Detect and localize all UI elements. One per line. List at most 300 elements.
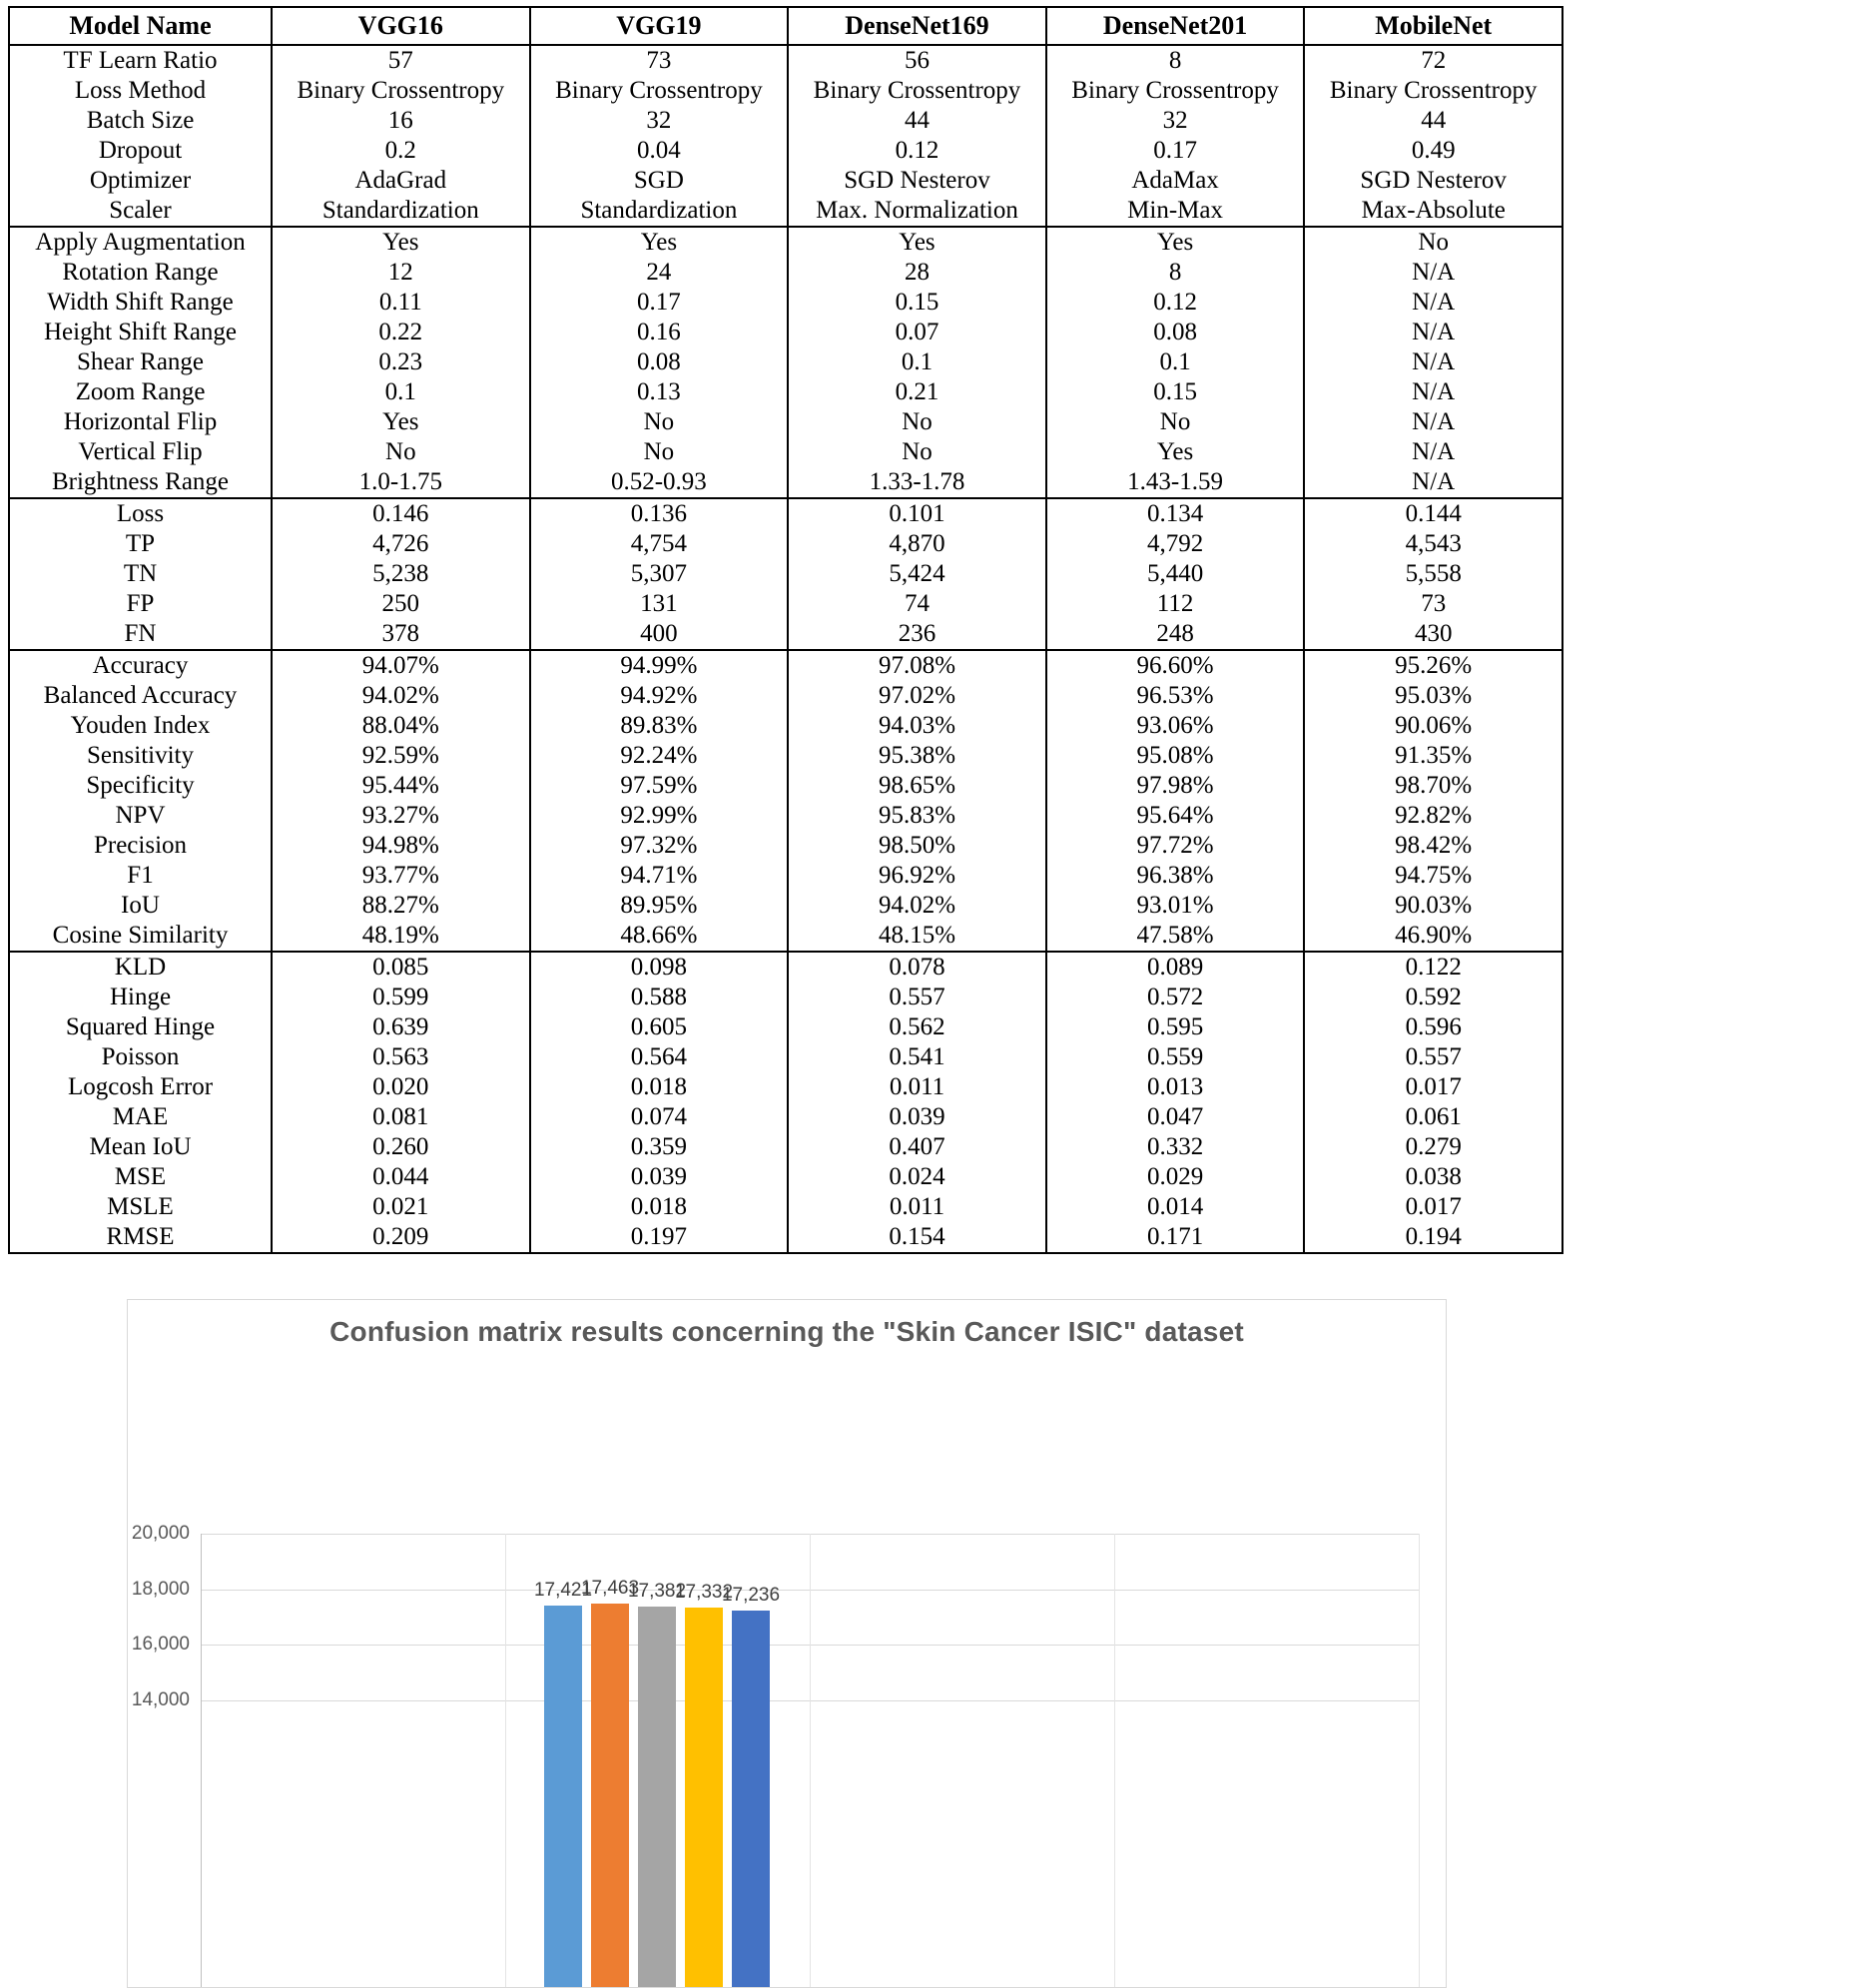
table-row xyxy=(9,861,1562,891)
bar xyxy=(685,1608,723,1988)
table-row xyxy=(9,76,1562,106)
bar xyxy=(732,1611,770,1988)
cell: Yes xyxy=(272,227,530,258)
table-row xyxy=(9,437,1562,467)
cell: 92.59% xyxy=(272,741,530,771)
cell: 0.260 xyxy=(272,1132,530,1162)
cell: Yes xyxy=(1046,227,1305,258)
gridline xyxy=(810,1534,811,1987)
cell: 94.03% xyxy=(788,711,1046,741)
cell: 0.21 xyxy=(788,377,1046,407)
cell: 0.209 xyxy=(272,1222,530,1253)
cell: 0.08 xyxy=(530,347,789,377)
row-label: Height Shift Range xyxy=(9,318,272,347)
cell: N/A xyxy=(1304,288,1562,318)
cell: Binary Crossentropy xyxy=(272,76,530,106)
cell: N/A xyxy=(1304,377,1562,407)
cell: 0.101 xyxy=(788,498,1046,529)
cell: Binary Crossentropy xyxy=(1304,76,1562,106)
header-row xyxy=(9,7,1562,45)
cell: 74 xyxy=(788,589,1046,619)
cell: 0.061 xyxy=(1304,1102,1562,1132)
table-section xyxy=(9,498,1562,650)
bar xyxy=(591,1604,629,1988)
cell: 0.588 xyxy=(530,983,789,1012)
column-header: VGG19 xyxy=(530,7,789,45)
cell: SGD Nesterov xyxy=(1304,166,1562,196)
cell: Standardization xyxy=(272,196,530,227)
table-row xyxy=(9,711,1562,741)
table-row xyxy=(9,1012,1562,1042)
column-header: VGG16 xyxy=(272,7,530,45)
cell: No xyxy=(272,437,530,467)
cell: 0.081 xyxy=(272,1102,530,1132)
cell: 0.038 xyxy=(1304,1162,1562,1192)
cell: 0.098 xyxy=(530,952,789,983)
column-header: Model Name xyxy=(9,7,272,45)
cell: 93.06% xyxy=(1046,711,1305,741)
table-row xyxy=(9,1192,1562,1222)
cell: 93.27% xyxy=(272,801,530,831)
cell: 0.23 xyxy=(272,347,530,377)
cell: 0.039 xyxy=(530,1162,789,1192)
table-section xyxy=(9,650,1562,952)
cell: 32 xyxy=(1046,106,1305,136)
cell: 0.557 xyxy=(788,983,1046,1012)
cell: Standardization xyxy=(530,196,789,227)
table-row xyxy=(9,983,1562,1012)
cell: 4,754 xyxy=(530,529,789,559)
cell: 0.017 xyxy=(1304,1072,1562,1102)
cell: N/A xyxy=(1304,407,1562,437)
row-label: Apply Augmentation xyxy=(9,227,272,258)
cell: 250 xyxy=(272,589,530,619)
table-row xyxy=(9,288,1562,318)
row-label: Batch Size xyxy=(9,106,272,136)
cell: 4,870 xyxy=(788,529,1046,559)
cell: 89.83% xyxy=(530,711,789,741)
table-row xyxy=(9,106,1562,136)
cell: 98.65% xyxy=(788,771,1046,801)
cell: N/A xyxy=(1304,258,1562,288)
table-section xyxy=(9,952,1562,1253)
row-label: Loss Method xyxy=(9,76,272,106)
cell: 0.564 xyxy=(530,1042,789,1072)
row-label: KLD xyxy=(9,952,272,983)
cell: 12 xyxy=(272,258,530,288)
cell: 0.134 xyxy=(1046,498,1305,529)
cell: 8 xyxy=(1046,45,1305,76)
cell: 112 xyxy=(1046,589,1305,619)
bar-value-label: 17,421 xyxy=(533,1579,593,1601)
cell: 0.15 xyxy=(1046,377,1305,407)
cell: 97.08% xyxy=(788,650,1046,681)
cell: 8 xyxy=(1046,258,1305,288)
cell: 4,543 xyxy=(1304,529,1562,559)
row-label: Youden Index xyxy=(9,711,272,741)
column-header: DenseNet201 xyxy=(1046,7,1305,45)
table-row xyxy=(9,407,1562,437)
cell: SGD Nesterov xyxy=(788,166,1046,196)
cell: 0.563 xyxy=(272,1042,530,1072)
bar-value-label: 17,236 xyxy=(721,1584,781,1606)
cell: No xyxy=(1304,227,1562,258)
row-label: TP xyxy=(9,529,272,559)
cell: 1.0-1.75 xyxy=(272,467,530,498)
cell: 0.11 xyxy=(272,288,530,318)
cell: 0.146 xyxy=(272,498,530,529)
cell: 0.024 xyxy=(788,1162,1046,1192)
cell: 400 xyxy=(530,619,789,650)
cell: 0.08 xyxy=(1046,318,1305,347)
cell: 28 xyxy=(788,258,1046,288)
cell: 46.90% xyxy=(1304,921,1562,952)
cell: 0.1 xyxy=(272,377,530,407)
y-axis-tick-label: 20,000 xyxy=(131,1523,190,1544)
cell: 94.92% xyxy=(530,681,789,711)
cell: 0.595 xyxy=(1046,1012,1305,1042)
table-row xyxy=(9,771,1562,801)
cell: 32 xyxy=(530,106,789,136)
row-label: Vertical Flip xyxy=(9,437,272,467)
cell: 97.98% xyxy=(1046,771,1305,801)
cell: 0.011 xyxy=(788,1192,1046,1222)
row-label: FP xyxy=(9,589,272,619)
table-row xyxy=(9,741,1562,771)
cell: 0.171 xyxy=(1046,1222,1305,1253)
cell: 56 xyxy=(788,45,1046,76)
cell: 97.02% xyxy=(788,681,1046,711)
cell: 0.089 xyxy=(1046,952,1305,983)
cell: No xyxy=(788,437,1046,467)
row-label: Accuracy xyxy=(9,650,272,681)
cell: 95.26% xyxy=(1304,650,1562,681)
row-label: FN xyxy=(9,619,272,650)
bar-value-label: 17,463 xyxy=(580,1578,640,1600)
gridline xyxy=(1114,1534,1115,1987)
cell: 0.122 xyxy=(1304,952,1562,983)
row-label: IoU xyxy=(9,891,272,921)
cell: 0.12 xyxy=(1046,288,1305,318)
cell: 4,726 xyxy=(272,529,530,559)
cell: N/A xyxy=(1304,347,1562,377)
row-label: MAE xyxy=(9,1102,272,1132)
cell: 48.66% xyxy=(530,921,789,952)
cell: Yes xyxy=(1046,437,1305,467)
cell: 97.59% xyxy=(530,771,789,801)
row-label: Brightness Range xyxy=(9,467,272,498)
cell: 0.599 xyxy=(272,983,530,1012)
table-row xyxy=(9,831,1562,861)
cell: 0.085 xyxy=(272,952,530,983)
cell: 98.50% xyxy=(788,831,1046,861)
cell: 95.83% xyxy=(788,801,1046,831)
table-row xyxy=(9,377,1562,407)
cell: SGD xyxy=(530,166,789,196)
chart-title: Confusion matrix results concerning the "Skin Cancer ISIC" dataset xyxy=(329,1316,1244,1347)
cell: Yes xyxy=(530,227,789,258)
cell: 0.2 xyxy=(272,136,530,166)
cell: 94.98% xyxy=(272,831,530,861)
cell: 0.541 xyxy=(788,1042,1046,1072)
y-axis-tick-label: 14,000 xyxy=(131,1688,190,1710)
table-row xyxy=(9,891,1562,921)
row-label: Specificity xyxy=(9,771,272,801)
cell: 44 xyxy=(1304,106,1562,136)
cell: 0.605 xyxy=(530,1012,789,1042)
cell: 0.17 xyxy=(530,288,789,318)
cell: 0.16 xyxy=(530,318,789,347)
row-label: Mean IoU xyxy=(9,1132,272,1162)
cell: 95.08% xyxy=(1046,741,1305,771)
cell: 48.15% xyxy=(788,921,1046,952)
row-label: Width Shift Range xyxy=(9,288,272,318)
cell: 0.639 xyxy=(272,1012,530,1042)
cell: 0.017 xyxy=(1304,1192,1562,1222)
cell: 0.12 xyxy=(788,136,1046,166)
cell: 236 xyxy=(788,619,1046,650)
cell: N/A xyxy=(1304,318,1562,347)
table-row xyxy=(9,952,1562,983)
cell: 0.596 xyxy=(1304,1012,1562,1042)
row-label: NPV xyxy=(9,801,272,831)
cell: 72 xyxy=(1304,45,1562,76)
row-label: Rotation Range xyxy=(9,258,272,288)
cell: 44 xyxy=(788,106,1046,136)
cell: 94.02% xyxy=(788,891,1046,921)
cell: 0.014 xyxy=(1046,1192,1305,1222)
table-row xyxy=(9,1072,1562,1102)
cell: 0.018 xyxy=(530,1192,789,1222)
cell: 0.136 xyxy=(530,498,789,529)
cell: 0.011 xyxy=(788,1072,1046,1102)
cell: 95.38% xyxy=(788,741,1046,771)
cell: 92.24% xyxy=(530,741,789,771)
table-row xyxy=(9,650,1562,681)
table-row xyxy=(9,1222,1562,1253)
cell: 0.557 xyxy=(1304,1042,1562,1072)
row-label: Logcosh Error xyxy=(9,1072,272,1102)
table-row xyxy=(9,921,1562,952)
cell: 96.92% xyxy=(788,861,1046,891)
cell: N/A xyxy=(1304,437,1562,467)
table-row xyxy=(9,681,1562,711)
row-label: Shear Range xyxy=(9,347,272,377)
row-label: Loss xyxy=(9,498,272,529)
cell: Max. Normalization xyxy=(788,196,1046,227)
cell: 0.07 xyxy=(788,318,1046,347)
cell: 0.559 xyxy=(1046,1042,1305,1072)
cell: 0.013 xyxy=(1046,1072,1305,1102)
row-label: Dropout xyxy=(9,136,272,166)
cell: 0.018 xyxy=(530,1072,789,1102)
gridline xyxy=(1419,1534,1420,1987)
y-axis-tick-label: 18,000 xyxy=(131,1578,190,1600)
table-section xyxy=(9,45,1562,227)
row-label: Scaler xyxy=(9,196,272,227)
cell: No xyxy=(530,407,789,437)
cell: Binary Crossentropy xyxy=(1046,76,1305,106)
cell: 0.197 xyxy=(530,1222,789,1253)
table-row xyxy=(9,1042,1562,1072)
row-label: MSLE xyxy=(9,1192,272,1222)
table-row xyxy=(9,1132,1562,1162)
cell: 90.03% xyxy=(1304,891,1562,921)
cell: 0.332 xyxy=(1046,1132,1305,1162)
table-row xyxy=(9,166,1562,196)
cell: 98.42% xyxy=(1304,831,1562,861)
column-header: DenseNet169 xyxy=(788,7,1046,45)
table-row xyxy=(9,258,1562,288)
cell: 94.71% xyxy=(530,861,789,891)
cell: AdaGrad xyxy=(272,166,530,196)
table-row xyxy=(9,227,1562,258)
row-label: Poisson xyxy=(9,1042,272,1072)
table-row xyxy=(9,498,1562,529)
cell: 5,424 xyxy=(788,559,1046,589)
cell: 94.99% xyxy=(530,650,789,681)
row-label: TF Learn Ratio xyxy=(9,45,272,76)
cell: Yes xyxy=(272,407,530,437)
row-label: TN xyxy=(9,559,272,589)
cell: 95.64% xyxy=(1046,801,1305,831)
table-row xyxy=(9,136,1562,166)
row-label: Balanced Accuracy xyxy=(9,681,272,711)
table-row xyxy=(9,318,1562,347)
table-row xyxy=(9,467,1562,498)
cell: 0.047 xyxy=(1046,1102,1305,1132)
cell: 96.60% xyxy=(1046,650,1305,681)
table-row xyxy=(9,347,1562,377)
cell: 0.22 xyxy=(272,318,530,347)
row-label: Zoom Range xyxy=(9,377,272,407)
cell: 96.38% xyxy=(1046,861,1305,891)
row-label: F1 xyxy=(9,861,272,891)
cell: 88.27% xyxy=(272,891,530,921)
row-label: Horizontal Flip xyxy=(9,407,272,437)
table-row xyxy=(9,559,1562,589)
cell: AdaMax xyxy=(1046,166,1305,196)
row-label: Squared Hinge xyxy=(9,1012,272,1042)
gridline xyxy=(505,1534,506,1987)
row-label: Cosine Similarity xyxy=(9,921,272,952)
cell: 94.02% xyxy=(272,681,530,711)
cell: 0.572 xyxy=(1046,983,1305,1012)
cell: 16 xyxy=(272,106,530,136)
cell: 94.75% xyxy=(1304,861,1562,891)
cell: No xyxy=(1046,407,1305,437)
cell: 0.078 xyxy=(788,952,1046,983)
cell: 0.020 xyxy=(272,1072,530,1102)
table-row xyxy=(9,45,1562,76)
cell: 0.592 xyxy=(1304,983,1562,1012)
cell: 0.039 xyxy=(788,1102,1046,1132)
cell: 1.33-1.78 xyxy=(788,467,1046,498)
cell: Min-Max xyxy=(1046,196,1305,227)
y-axis-line xyxy=(201,1534,202,1987)
cell: 248 xyxy=(1046,619,1305,650)
cell: 73 xyxy=(530,45,789,76)
table-row xyxy=(9,1102,1562,1132)
cell: 0.49 xyxy=(1304,136,1562,166)
cell: 92.99% xyxy=(530,801,789,831)
cell: Yes xyxy=(788,227,1046,258)
cell: 48.19% xyxy=(272,921,530,952)
cell: 5,558 xyxy=(1304,559,1562,589)
table-row xyxy=(9,589,1562,619)
cell: 47.58% xyxy=(1046,921,1305,952)
row-label: Optimizer xyxy=(9,166,272,196)
cell: 88.04% xyxy=(272,711,530,741)
cell: 92.82% xyxy=(1304,801,1562,831)
cell: 430 xyxy=(1304,619,1562,650)
cell: 89.95% xyxy=(530,891,789,921)
cell: 0.029 xyxy=(1046,1162,1305,1192)
cell: 95.44% xyxy=(272,771,530,801)
cell: 0.15 xyxy=(788,288,1046,318)
cell: 0.52-0.93 xyxy=(530,467,789,498)
row-label: MSE xyxy=(9,1162,272,1192)
cell: 0.074 xyxy=(530,1102,789,1132)
cell: 93.01% xyxy=(1046,891,1305,921)
cell: 5,238 xyxy=(272,559,530,589)
column-header: MobileNet xyxy=(1304,7,1562,45)
bar-value-label: 17,332 xyxy=(674,1582,734,1604)
cell: 4,792 xyxy=(1046,529,1305,559)
cell: 73 xyxy=(1304,589,1562,619)
row-label: RMSE xyxy=(9,1222,272,1253)
cell: 93.77% xyxy=(272,861,530,891)
table-row xyxy=(9,529,1562,559)
bar-value-label: 17,382 xyxy=(627,1580,687,1602)
cell: 0.154 xyxy=(788,1222,1046,1253)
cell: 0.194 xyxy=(1304,1222,1562,1253)
table-row xyxy=(9,619,1562,650)
cell: 5,440 xyxy=(1046,559,1305,589)
cell: 0.279 xyxy=(1304,1132,1562,1162)
cell: N/A xyxy=(1304,467,1562,498)
bar xyxy=(638,1607,676,1988)
table-section xyxy=(9,227,1562,498)
cell: 0.562 xyxy=(788,1012,1046,1042)
table-row xyxy=(9,196,1562,227)
cell: 0.359 xyxy=(530,1132,789,1162)
y-axis-tick-label: 16,000 xyxy=(131,1634,190,1655)
model-comparison-table xyxy=(8,6,1563,1254)
cell: 0.1 xyxy=(1046,347,1305,377)
cell: 96.53% xyxy=(1046,681,1305,711)
bar xyxy=(544,1606,582,1988)
cell: 97.72% xyxy=(1046,831,1305,861)
row-label: Precision xyxy=(9,831,272,861)
cell: 95.03% xyxy=(1304,681,1562,711)
cell: 98.70% xyxy=(1304,771,1562,801)
cell: 1.43-1.59 xyxy=(1046,467,1305,498)
cell: 57 xyxy=(272,45,530,76)
cell: Binary Crossentropy xyxy=(788,76,1046,106)
cell: 24 xyxy=(530,258,789,288)
cell: No xyxy=(530,437,789,467)
cell: 90.06% xyxy=(1304,711,1562,741)
cell: 94.07% xyxy=(272,650,530,681)
cell: 0.044 xyxy=(272,1162,530,1192)
cell: 0.021 xyxy=(272,1192,530,1222)
cell: 0.13 xyxy=(530,377,789,407)
cell: 0.1 xyxy=(788,347,1046,377)
cell: 5,307 xyxy=(530,559,789,589)
table-row xyxy=(9,801,1562,831)
row-label: Sensitivity xyxy=(9,741,272,771)
